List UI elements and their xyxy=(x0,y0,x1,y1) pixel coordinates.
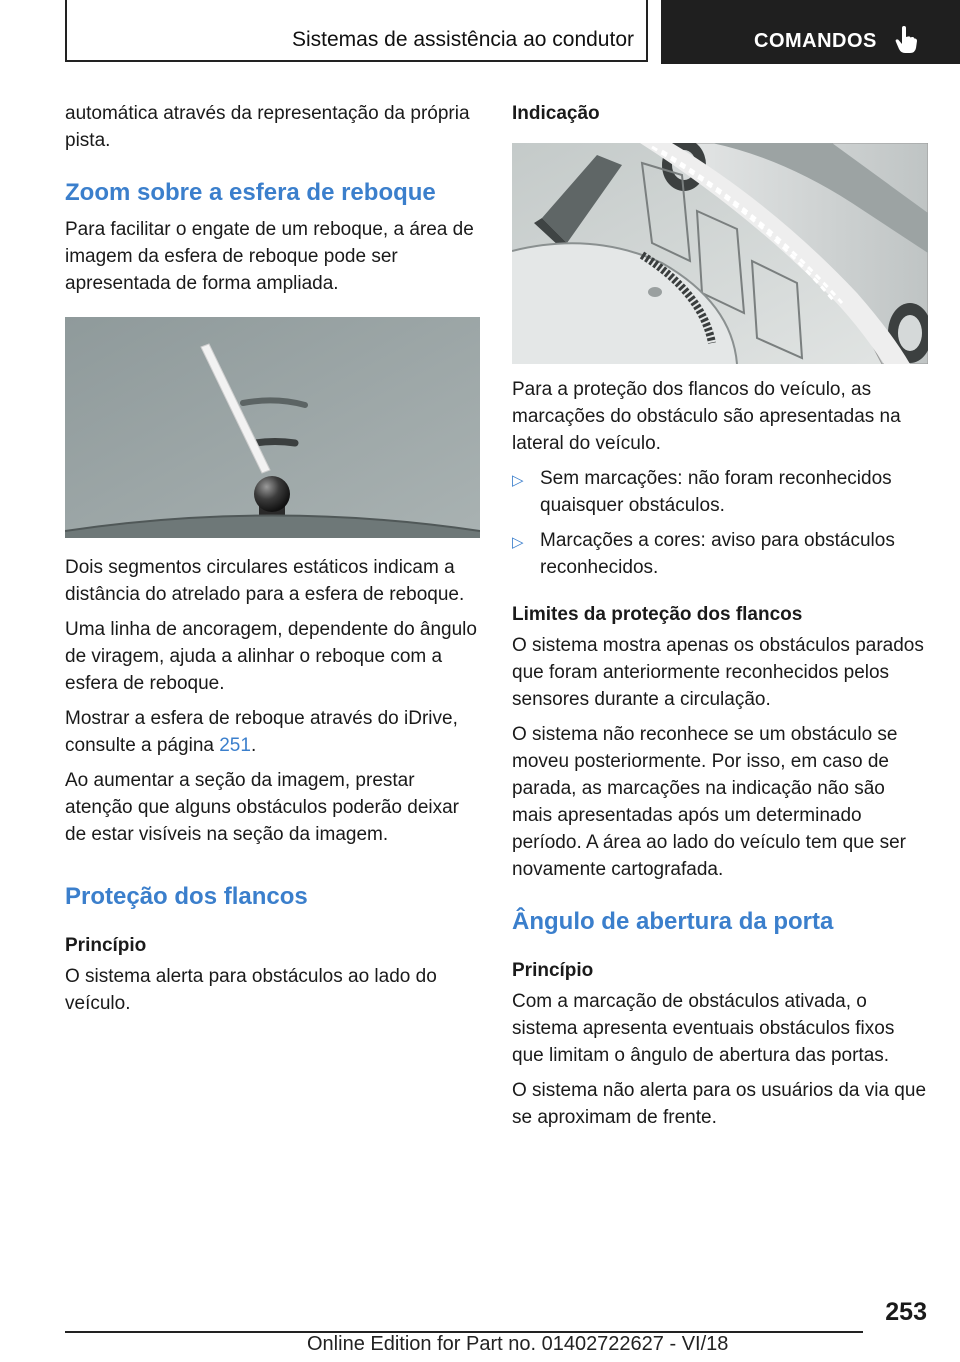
page-251-link[interactable]: 251 xyxy=(219,735,251,756)
flank-protection-illustration xyxy=(512,143,928,364)
limits-paragraph-1: O sistema mostra apenas os obstáculos parados que foram anteriormente reconhecidos pelos sensores durante a circulação. xyxy=(512,635,924,710)
display-paragraph: Para a proteção dos flancos do veículo, as marcações do obstáculo são apresentadas na lateral do veículo. xyxy=(512,379,901,454)
header-chapter-tab[interactable] xyxy=(661,0,960,64)
door-paragraph-1: Com a marcação de obstáculos ativada, o sistema apresenta eventuais obstáculos fixos que limitam o ângulo de abertura das portas. xyxy=(512,991,895,1066)
show-text-pre: Mostrar a esfera de reboque através do iDrive, consulte a página xyxy=(65,708,458,756)
flank-display-figure xyxy=(512,143,928,364)
pointing-hand-icon xyxy=(895,26,917,54)
intro-paragraph: automática através da representação da própria pista. xyxy=(65,103,470,151)
zoom-warning-paragraph: Ao aumentar a seção da imagem, prestar atenção que alguns obstáculos poderão deixar de estar visíveis na seção da imagem. xyxy=(65,770,460,845)
tow-ball-figure xyxy=(65,317,480,538)
left-column xyxy=(65,100,480,1025)
bullet-triangle-icon: ▷ xyxy=(512,534,524,551)
limits-paragraph-2: O sistema não reconhece se um obstáculo se moveu posteriormente. Por isso, em caso de parada, as marcações na indicação não são mais apresentadas após um determinado período. A área ao lado do veículo tem que ser novamente cartografada. xyxy=(512,724,906,880)
principle-paragraph: O sistema alerta para obstáculos ao lado do veículo. xyxy=(65,966,437,1014)
header-section-box xyxy=(65,0,648,62)
header-chapter-label: COMANDOS xyxy=(754,30,877,52)
list-item: ▷ Sem marcações: não foram reconhecidos quaisquer obstáculos. xyxy=(512,468,892,516)
header-section-title: Sistemas de assistência ao condutor xyxy=(291,28,634,51)
anchor-paragraph: Uma linha de ancoragem, dependente do ângulo de viragem, ajuda a alinhar o reboque com a esfera de reboque. xyxy=(65,619,477,694)
principle-heading: Princípio xyxy=(65,935,147,956)
marking-bullet-list xyxy=(512,465,928,581)
footer-edition: Online Edition for Part no. 01402722627 - VI/18 xyxy=(307,1333,729,1355)
right-column xyxy=(512,100,928,1139)
zoom-paragraph: Para facilitar o engate de um reboque, a área de imagem da esfera de reboque pode ser apresentada de forma ampliada. xyxy=(65,219,474,294)
door-paragraph-2: O sistema não alerta para os usuários da via que se aproximam de frente. xyxy=(512,1080,927,1128)
show-text-post: . xyxy=(250,735,257,756)
door-angle-heading: Ângulo de abertura da porta xyxy=(512,908,834,935)
show-tow-ball-paragraph xyxy=(65,705,480,759)
list-item: ▷ Marcações a cores: aviso para obstáculos reconhecidos. xyxy=(512,530,895,578)
page-number: 253 xyxy=(885,1298,927,1326)
limits-heading: Limites da proteção dos flancos xyxy=(512,604,803,625)
tow-ball-illustration xyxy=(65,317,480,538)
door-principle-heading: Princípio xyxy=(512,960,594,981)
flank-protection-heading: Proteção dos flancos xyxy=(65,883,308,910)
display-heading: Indicação xyxy=(512,103,600,124)
segments-paragraph: Dois segmentos circulares estáticos indicam a distância do atrelado para a esfera de reboque. xyxy=(65,557,465,605)
zoom-heading: Zoom sobre a esfera de reboque xyxy=(65,179,436,206)
bullet-triangle-icon: ▷ xyxy=(512,472,524,489)
